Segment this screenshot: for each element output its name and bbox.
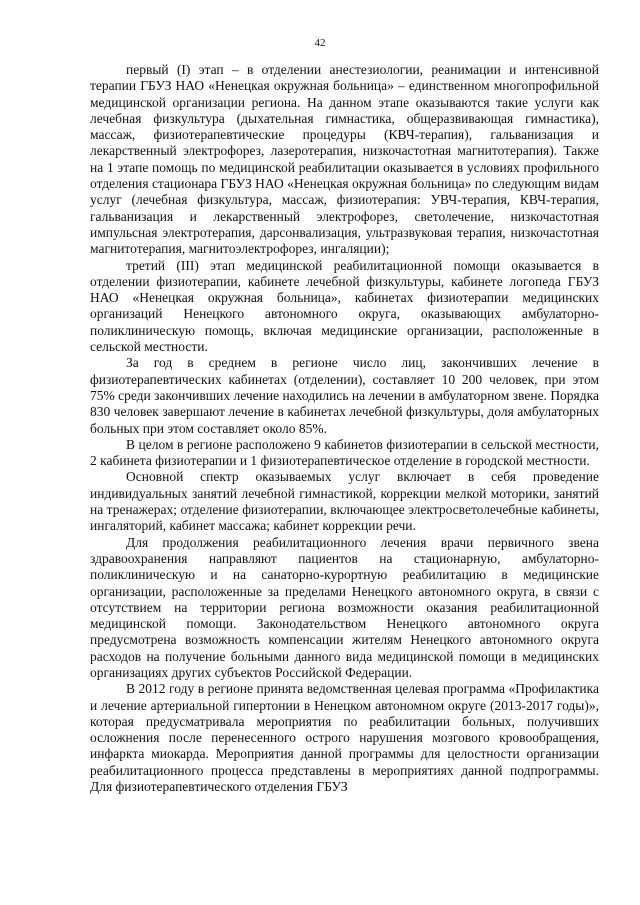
paragraph-services-spectrum: Основной спектр оказываемых услуг включает в себя проведение индивидуальных занятий лечебной гимнастикой, коррекции мелкой моторики, занятий на тренажерах; отделение физиотерапии, включающее электросветолечебные кабинеты, ингаляторий, кабинет массажа; кабинет коррекции речи. — [90, 469, 599, 534]
page-number: 42 — [314, 37, 326, 49]
paragraph-annual-statistics: За год в среднем в регионе число лиц, закончивших лечение в физиотерапевтических кабинетах (отделении), составляет 10 200 человек, при этом 75% среди закончивших лечение находились на лечении в амбулаторном звене. Порядка 830 человек завершают лечение в кабинетах лечебной физкультуры, доля амбулаторных больных при этом составляет около 85%. — [90, 355, 599, 436]
paragraph-physiotherapy-rooms: В целом в регионе расположено 9 кабинетов физиотерапии в сельской местности, 2 кабинета физиотерапии и 1 физиотерапевтическое отделение в городской местности. — [90, 436, 599, 469]
paragraph-referral-rehabilitation: Для продолжения реабилитационного лечения врачи первичного звена здравоохранения направляют пациентов на стационарную, амбулаторно-поликлиническую и на санаторно-курортную реабилитацию в медицинские организации, расположенные за пределами Ненецкого автономного округа, в связи с отсутствием на территории региона возможности оказания реабилитационной медицинской помощи. Законодательством Ненецкого автономного округа предусмотрена возможность компенсации жителям Ненецкого автономного округа расходов на получение больными данного вида медицинской помощи в медицинских организациях других субъектов Российской Федерации. — [90, 534, 599, 680]
paragraph-third-stage: третий (III) этап медицинской реабилитационной помощи оказывается в отделении физиотерапии, кабинете лечебной физкультуры, кабинете логопеда ГБУЗ НАО «Ненецкая окружная больница», кабинетах физиотерапии медицинских организаций Ненецкого автономного округа, оказывающих амбулаторно-поликлиническую помощь, включая медицинские организации, расположенные в сельской местности. — [90, 257, 599, 355]
document-body — [90, 62, 599, 795]
paragraph-first-stage: первый (I) этап – в отделении анестезиологии, реанимации и интенсивной терапии ГБУЗ НАО «Ненецкая окружная больница» – единственном многопрофильной медицинской организации региона. На данном этапе оказываются такие услуги как лечебная физкультура (дыхательная гимнастика, общеразвивающая гимнастика), массаж, физиотерапевтические процедуры (КВЧ-терапия), гальванизация и лекарственный электрофорез, лазеротерапия, низкочастотная магнитотерапия). Также на 1 этапе помощь по медицинской реабилитации оказывается в условиях профильного отделения стационара ГБУЗ НАО «Ненецкая окружная больница» по следующим видам услуг (лечебная физкультура, массаж, физиотерапия: УВЧ-терапия, КВЧ-терапия, гальванизация и лекарственный электрофорез, светолечение, низкочастотная импульсная электротерапия, дарсонвализация, ультразвуковая терапия, низкочастотная магнитотерапия, магнитоэлектрофорез, ингаляции); — [90, 62, 599, 257]
paragraph-2012-program: В 2012 году в регионе принята ведомственная целевая программа «Профилактика и лечение артериальной гипертонии в Ненецком автономном округе (2013-2017 годы)», которая предусматривала мероприятия по реабилитации больных, получивших осложнения после перенесенного острого нарушения мозгового кровообращения, инфаркта миокарда. Мероприятия данной программы для целостности организации реабилитационного процесса представлены в мероприятиях данной подпрограммы. Для физиотерапевтического отделения ГБУЗ — [90, 681, 599, 795]
